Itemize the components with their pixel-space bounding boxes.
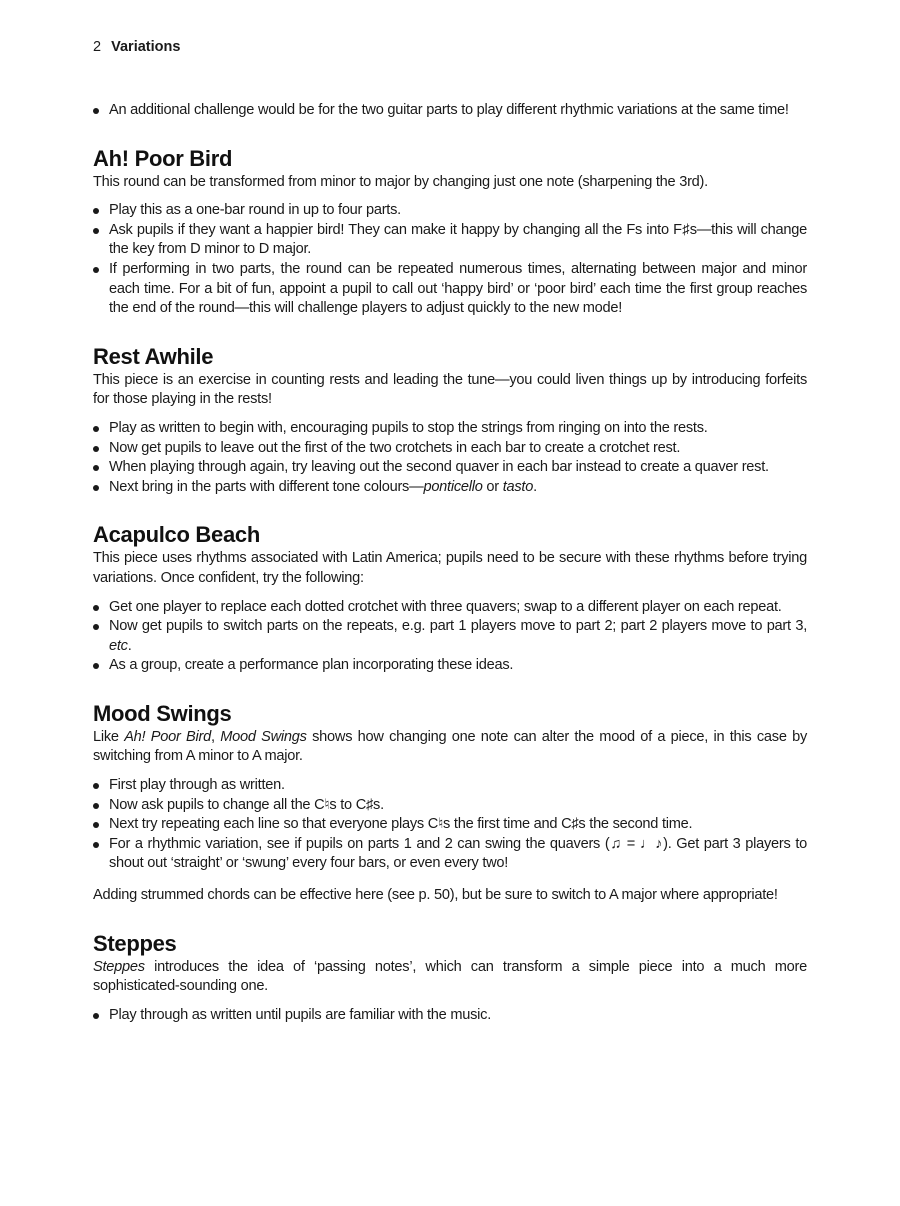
text-run: Get one player to replace each dotted crotchet with three quavers; swap to a different player on each repeat. (109, 598, 782, 615)
section-heading: Ah! Poor Bird (93, 145, 233, 171)
bullet-list (93, 419, 807, 497)
bullet-item (93, 617, 807, 656)
text-run: , (210, 728, 221, 745)
text-run: Now ask pupils to change all the C♮s to C♯s. (109, 796, 384, 813)
section (93, 522, 807, 676)
section-heading: Steppes (93, 930, 177, 956)
section (93, 344, 807, 498)
bullet-item (93, 1006, 807, 1026)
bullet-list (93, 598, 807, 676)
bullet-item (93, 776, 807, 796)
bullet-list (93, 101, 807, 121)
paragraph (93, 549, 807, 588)
bullet-item (93, 796, 807, 816)
text-run: introduces the idea of ‘passing notes’, which can transform a simple piece into a much more sophisticated-sounding one. (93, 958, 807, 995)
bullet-list (93, 1006, 807, 1026)
bullet-item (93, 439, 807, 459)
section (93, 701, 807, 906)
page-content (93, 101, 807, 1034)
paragraph (93, 886, 807, 906)
text-run: If performing in two parts, the round can be repeated numerous times, alternating between major and minor each time. For a bit of fun, appoint a pupil to call out ‘happy bird’ or ‘poor bird’ each time the first group reaches the end of the round—this will challenge players to adjust quickly to the new mode! (109, 260, 807, 317)
text-run: Play as written to begin with, encouraging pupils to stop the strings from ringing on into the rests. (109, 419, 708, 436)
bullet-item (93, 478, 807, 498)
italic-text: Mood Swings (220, 728, 307, 745)
bullet-item (93, 656, 807, 676)
bullet-list (93, 201, 807, 319)
text-run: First play through as written. (109, 777, 285, 794)
text-run: Play through as written until pupils are familiar with the music. (109, 1006, 492, 1023)
paragraph (93, 371, 807, 410)
text-run: An additional challenge would be for the two guitar parts to play different rhythmic variations at the same time! (109, 102, 789, 118)
section (93, 146, 807, 319)
bullet-item (93, 221, 807, 260)
text-run: Next try repeating each line so that everyone plays C♮s the first time and C♯s the second time. (109, 816, 693, 833)
section-heading: Acapulco Beach (93, 522, 260, 548)
bullet-list (93, 776, 807, 874)
text-run: Adding strummed chords can be effective here (see p. 50), but be sure to switch to A major where appropriate! (93, 887, 778, 904)
text-run: This piece uses rhythms associated with Latin America; pupils need to be secure with these rhythms before trying variations. Once confident, try the following: (93, 550, 807, 586)
text-run: As a group, create a performance plan incorporating these ideas. (109, 657, 514, 674)
section-heading: Rest Awhile (93, 343, 214, 369)
bullet-item (93, 419, 807, 439)
section-heading: Mood Swings (93, 700, 232, 726)
text-run: Now get pupils to switch parts on the repeats, e.g. part 1 players move to part 2; part 2 players move to part 3, (109, 618, 807, 635)
text-run: This piece is an exercise in counting rests and leading the tune—you could liven things up by introducing forfeits for those playing in the rests! (93, 371, 807, 408)
text-run: Next bring in the parts with different tone colours— (109, 478, 424, 495)
paragraph (93, 958, 807, 997)
text-run: shows how changing one note can alter the mood of a piece, in this case by switching from A minor to A major. (93, 728, 808, 765)
running-header (93, 39, 180, 55)
bullet-item (93, 260, 807, 319)
bullet-item (93, 201, 807, 221)
italic-text: ponticello (423, 478, 483, 495)
page-number: 2 (93, 39, 102, 55)
text-run: This round can be transformed from minor to major by changing just one note (sharpening the 3rd). (93, 173, 708, 190)
italic-text: etc (109, 637, 128, 654)
text-run: For a rhythmic variation, see if pupils on parts 1 and 2 can swing the quavers (♫ = ♩♪). Get part 3 players to shout out ‘straight’ or ‘swung’ every four bars, or even every two! (109, 835, 807, 872)
italic-text: tasto (502, 478, 534, 495)
text-run: . (127, 637, 132, 654)
bullet-item (93, 835, 807, 874)
text-run: Like (93, 728, 125, 745)
bullet-item (93, 815, 807, 835)
section (93, 931, 807, 1026)
bullet-item (93, 458, 807, 478)
text-run: When playing through again, try leaving out the second quaver in each bar instead to create a quaver rest. (109, 459, 769, 476)
chapter-title: Variations (111, 39, 181, 55)
text-run: . (533, 478, 537, 495)
bullet-item (93, 598, 807, 618)
italic-text: Ah! Poor Bird (124, 728, 211, 745)
bullet-item (93, 101, 807, 121)
text-run: or (482, 478, 503, 495)
section (93, 101, 807, 121)
italic-text: Steppes (93, 958, 145, 975)
text-run: Now get pupils to leave out the first of the two crotchets in each bar to create a crotchet rest. (109, 439, 681, 456)
paragraph (93, 728, 807, 767)
text-run: Play this as a one-bar round in up to four parts. (109, 202, 401, 219)
paragraph (93, 173, 807, 193)
text-run: Ask pupils if they want a happier bird! They can make it happy by changing all the Fs into F♯s—this will change the key from D minor to D major. (109, 221, 807, 258)
